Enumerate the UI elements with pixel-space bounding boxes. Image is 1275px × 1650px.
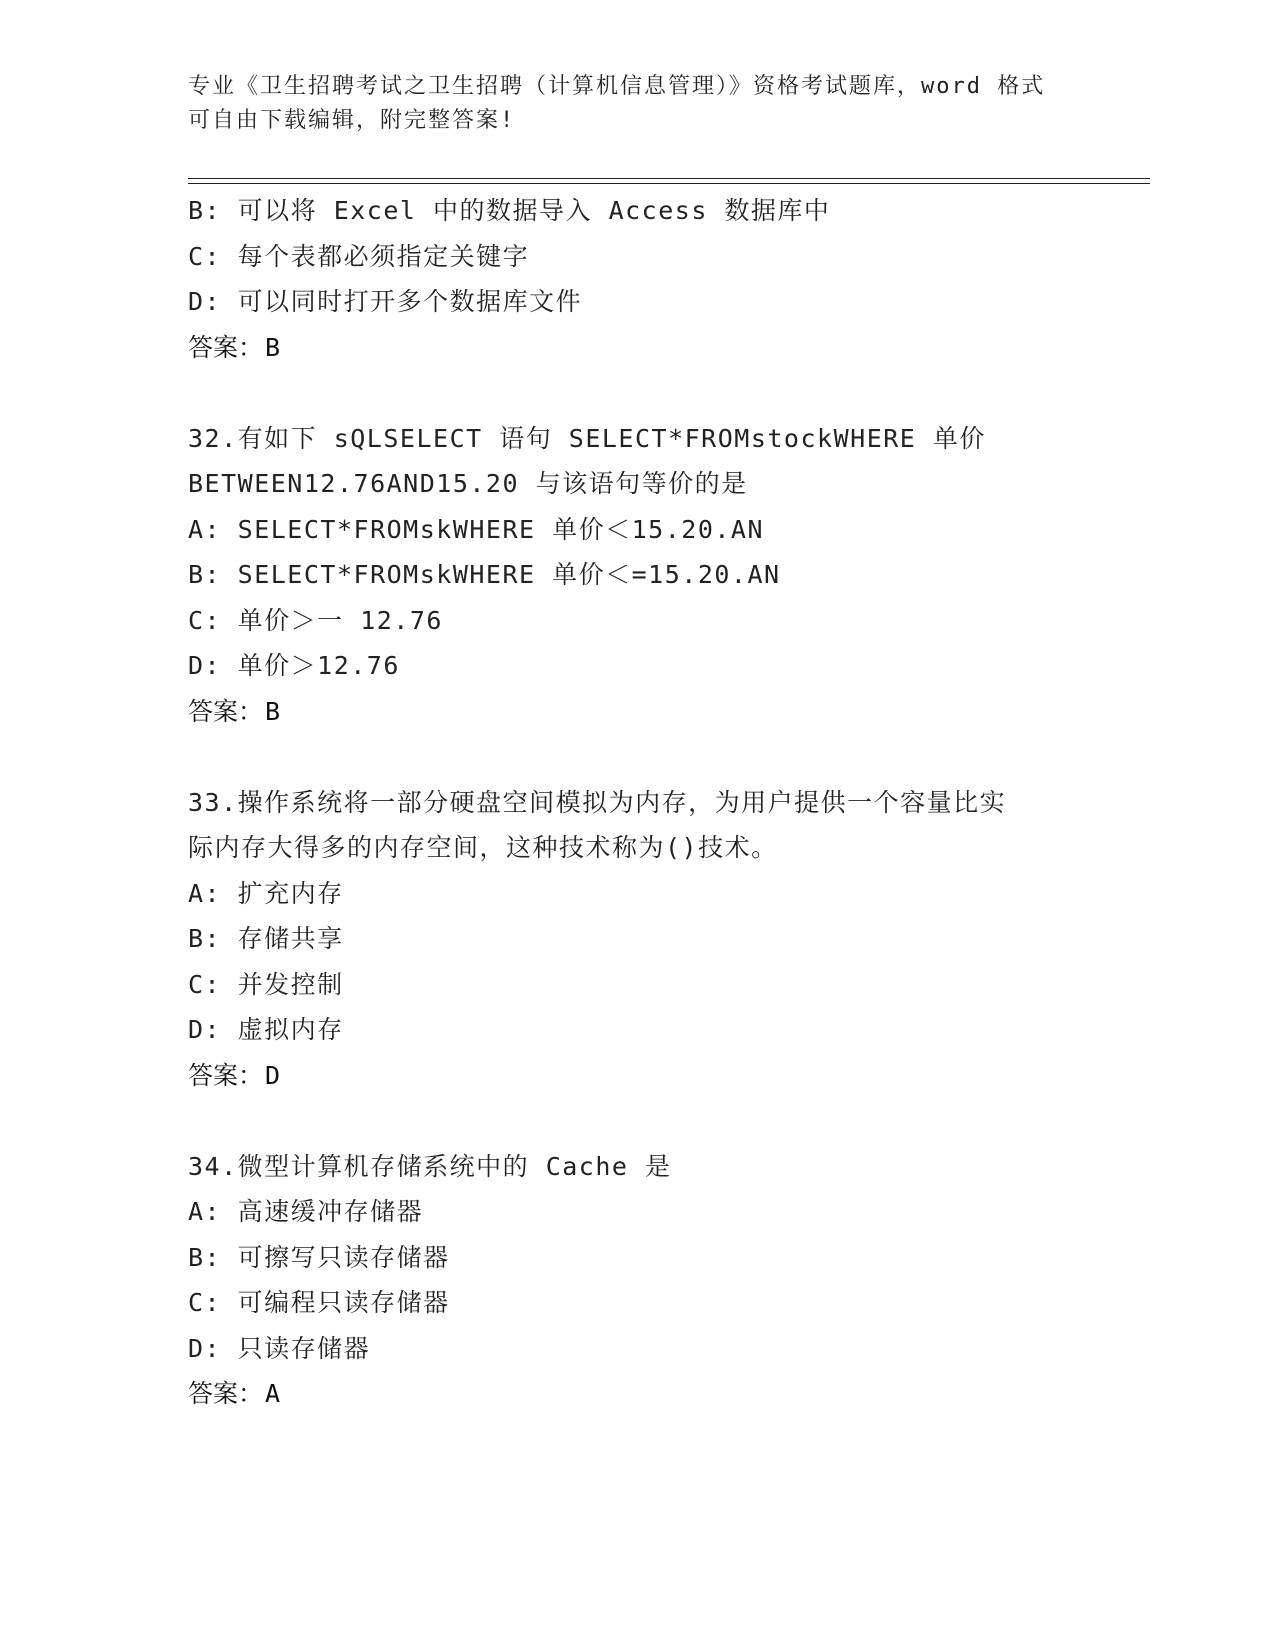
answer-value: D bbox=[265, 1060, 281, 1090]
question-stem: 32.有如下 sQLSELECT 语句 SELECT*FROMstockWHERE 单价 bbox=[188, 423, 986, 453]
answer-line bbox=[188, 1053, 1088, 1099]
page-header bbox=[188, 70, 1068, 138]
answer-value: B bbox=[265, 696, 281, 726]
answer-value: A bbox=[265, 1379, 281, 1408]
option-c: C: 每个表都必须指定关键字 bbox=[188, 241, 530, 271]
option-a: A: SELECT*FROMskWHERE 单价＜15.20.AN bbox=[188, 514, 765, 544]
option-c: C: 可编程只读存储器 bbox=[188, 1288, 450, 1317]
answer-label: 答案： bbox=[188, 1379, 264, 1408]
answer-label: 答案： bbox=[188, 332, 264, 362]
option-b: B: 存储共享 bbox=[188, 924, 344, 953]
option-b: B: 可以将 Excel 中的数据导入 Access 数据库中 bbox=[188, 196, 831, 225]
option-a: A: 高速缓冲存储器 bbox=[188, 1197, 424, 1226]
spacer bbox=[188, 734, 1088, 780]
question-stem: 34.微型计算机存储系统中的 Cache 是 bbox=[188, 1151, 672, 1181]
question-31-continuation bbox=[188, 188, 1088, 370]
spacer bbox=[188, 1098, 1088, 1144]
option-c: C: 单价＞一 12.76 bbox=[188, 605, 443, 635]
answer-line bbox=[188, 325, 1088, 371]
option-d: D: 可以同时打开多个数据库文件 bbox=[188, 287, 583, 316]
answer-label: 答案： bbox=[188, 696, 264, 726]
question-list bbox=[188, 188, 1088, 1417]
option-b: B: SELECT*FROMskWHERE 单价＜=15.20.AN bbox=[188, 560, 781, 589]
header-divider-top bbox=[188, 178, 1150, 179]
header-divider-bottom bbox=[188, 183, 1150, 184]
answer-line bbox=[188, 689, 1088, 735]
answer-value: B bbox=[265, 332, 281, 362]
answer-label: 答案： bbox=[188, 1060, 264, 1090]
header-title-line: 专业《卫生招聘考试之卫生招聘（计算机信息管理）》资格考试题库，word 格式 bbox=[188, 74, 1046, 99]
question-34 bbox=[188, 1144, 1088, 1417]
question-stem: 33.操作系统将一部分硬盘空间模拟为内存，为用户提供一个容量比实 bbox=[188, 787, 1007, 817]
option-d: D: 虚拟内存 bbox=[188, 1015, 344, 1044]
option-a: A: 扩充内存 bbox=[188, 878, 344, 908]
header-subtitle-line: 可自由下载编辑，附完整答案! bbox=[188, 108, 516, 133]
question-stem: BETWEEN12.76AND15.20 与该语句等价的是 bbox=[188, 469, 748, 498]
option-d: D: 只读存储器 bbox=[188, 1333, 371, 1363]
option-d: D: 单价＞12.76 bbox=[188, 651, 400, 680]
question-33 bbox=[188, 780, 1088, 1099]
answer-line bbox=[188, 1371, 1088, 1417]
question-32 bbox=[188, 416, 1088, 735]
question-stem: 际内存大得多的内存空间，这种技术称为()技术。 bbox=[188, 833, 778, 862]
option-b: B: 可擦写只读存储器 bbox=[188, 1242, 450, 1272]
option-c: C: 并发控制 bbox=[188, 969, 344, 999]
spacer bbox=[188, 370, 1088, 416]
